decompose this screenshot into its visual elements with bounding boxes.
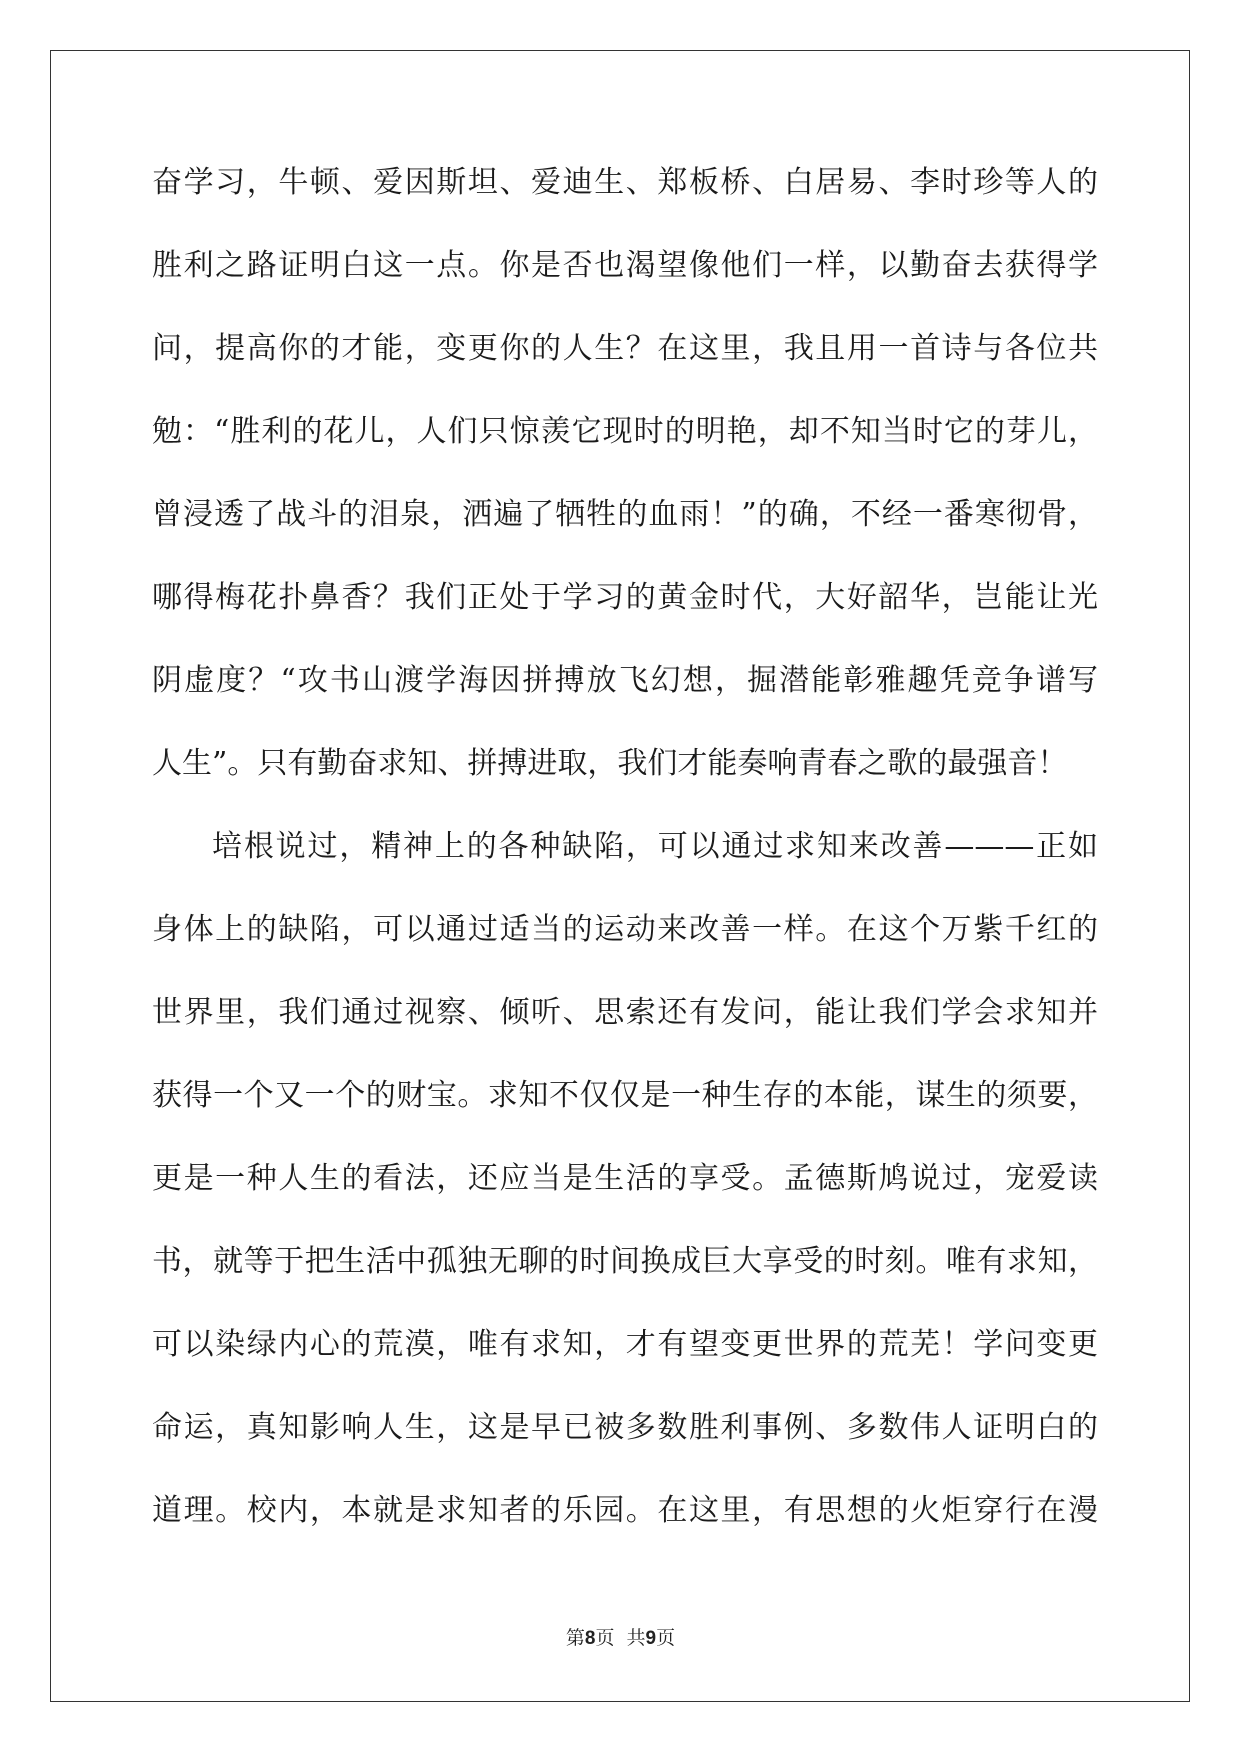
footer-prefix: 第 [565,1627,585,1649]
text-line: 获得一个又一个的财宝。求知不仅仅是一种生存的本能，谋生的须要， [152,1078,1098,1113]
text-line: 哪得梅花扑鼻香？我们正处于学习的黄金时代，大好韶华，岂能让光 [152,580,1098,615]
footer-middle: 页 共 [595,1627,646,1649]
text-line: 世界里，我们通过视察、倾听、思索还有发问，能让我们学会求知并 [152,995,1098,1030]
text-line: 道理。校内，本就是求知者的乐园。在这里，有思想的火炬穿行在漫 [152,1493,1098,1528]
text-line: 更是一种人生的看法，还应当是生活的享受。孟德斯鸠说过，宠爱读 [152,1161,1098,1196]
text-line: 勉：“胜利的花儿，人们只惊羡它现时的明艳，却不知当时它的芽儿， [152,414,1098,449]
page-footer [0,1623,1241,1650]
paragraph-start-line: 培根说过，精神上的各种缺陷，可以通过求知来改善———正如 [212,829,1098,864]
text-line: 问，提高你的才能，变更你的人生？在这里，我且用一首诗与各位共 [152,331,1098,366]
text-line: 可以染绿内心的荒漠，唯有求知，才有望变更世界的荒芜！学问变更 [152,1327,1098,1362]
document-body [152,162,1098,1573]
footer-suffix: 页 [656,1627,676,1649]
paragraph-end-line: 人生”。只有勤奋求知、拼搏进取，我们才能奏响青春之歌的最强音！ [152,746,1068,781]
text-line: 书，就等于把生活中孤独无聊的时间换成巨大享受的时刻。唯有求知， [152,1244,1098,1279]
text-line: 奋学习，牛顿、爱因斯坦、爱迪生、郑板桥、白居易、李时珍等人的 [152,165,1098,200]
text-line: 身体上的缺陷，可以通过适当的运动来改善一样。在这个万紫千红的 [152,912,1098,947]
text-line: 胜利之路证明白这一点。你是否也渴望像他们一样，以勤奋去获得学 [152,248,1098,283]
text-line: 阴虚度？“攻书山渡学海因拼搏放飞幻想，掘潜能彰雅趣凭竞争谱写 [152,663,1098,698]
text-line: 命运，真知影响人生，这是早已被多数胜利事例、多数伟人证明白的 [152,1410,1098,1445]
total-page-number: 9 [645,1628,657,1649]
text-line: 曾浸透了战斗的泪泉，洒遍了牺牲的血雨！”的确，不经一番寒彻骨， [152,497,1098,532]
current-page-number: 8 [584,1628,596,1649]
